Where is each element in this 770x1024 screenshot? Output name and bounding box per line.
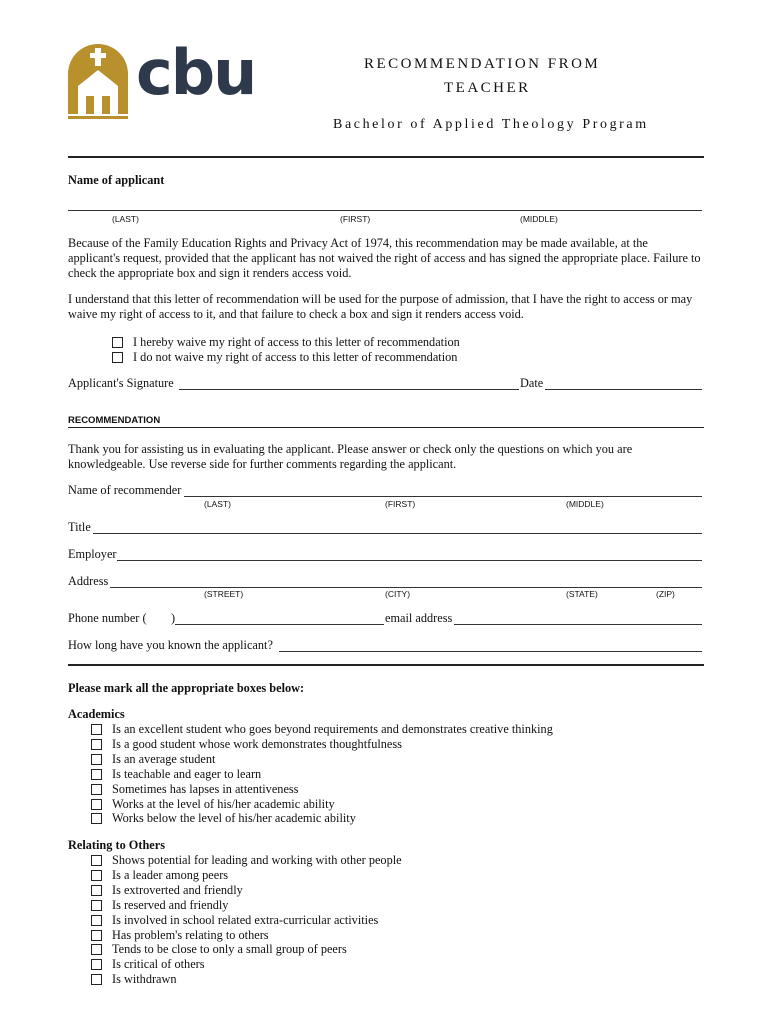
not-waive-option[interactable]: I do not waive my right of access to this letter of recommendation — [112, 350, 457, 365]
checklist-item-label: Tends to be close to only a small group of peers — [112, 942, 347, 957]
checkbox[interactable] — [91, 813, 102, 824]
checklist-item[interactable] — [91, 853, 402, 868]
checklist-item-label: Is reserved and friendly — [112, 897, 229, 912]
middle-label: (MIDDLE) — [566, 499, 604, 509]
checklist-item[interactable] — [91, 737, 402, 752]
phone-close-paren: ) — [171, 611, 176, 625]
date-field[interactable] — [545, 389, 702, 390]
divider — [68, 664, 704, 666]
checklist-item[interactable] — [91, 942, 347, 957]
checklist-item[interactable] — [91, 782, 298, 797]
checklist-item-label: Has problem's relating to others — [112, 927, 269, 942]
checkbox[interactable] — [91, 754, 102, 765]
checklist-item-label: Is extroverted and friendly — [112, 882, 243, 897]
middle-label: (MIDDLE) — [520, 214, 558, 224]
checkbox[interactable] — [91, 915, 102, 926]
checklist-item[interactable] — [91, 752, 215, 767]
recommendation-intro: Thank you for assisting us in evaluating the applicant. Please answer or check only the questions on which you are knowledgeable. Use reverse side for further comments regarding the applicant. — [68, 442, 633, 471]
checklist-item-label: Is teachable and eager to learn — [112, 766, 262, 781]
checklist-item[interactable] — [91, 868, 228, 883]
divider — [68, 427, 704, 428]
applicant-name-label: Name of applicant — [68, 173, 165, 187]
checkbox[interactable] — [91, 885, 102, 896]
checklist-item-label: Is a good student whose work demonstrates thoughtfulness — [112, 736, 402, 751]
program-subtitle: Bachelor of Applied Theology Program — [333, 117, 649, 132]
zip-label: (ZIP) — [656, 589, 675, 599]
applicant-name-field[interactable] — [68, 210, 702, 211]
state-label: (STATE) — [566, 589, 598, 599]
checklist-item[interactable] — [91, 767, 261, 782]
checkbox[interactable] — [91, 974, 102, 985]
checklist-item[interactable] — [91, 913, 378, 928]
checklist-item[interactable] — [91, 898, 228, 913]
academics-heading: Academics — [68, 707, 125, 721]
signature-label: Applicant's Signature — [68, 376, 174, 390]
checkbox[interactable] — [91, 930, 102, 941]
checklist-item-label: Is withdrawn — [112, 972, 177, 987]
phone-label: Phone number ( — [68, 611, 147, 625]
phone-field[interactable] — [175, 624, 384, 625]
logo-text: cbu — [136, 36, 256, 109]
employer-field[interactable] — [117, 560, 702, 561]
checkbox[interactable] — [91, 959, 102, 970]
cbu-logo — [68, 36, 268, 124]
title-label: Title — [68, 520, 91, 534]
mark-heading: Please mark all the appropriate boxes below: — [68, 681, 305, 695]
email-field[interactable] — [454, 624, 702, 625]
checklist-item-label: Is an excellent student who goes beyond requirements and demonstrates creative thinking — [112, 722, 553, 736]
checklist-item-label: Is critical of others — [112, 957, 205, 972]
address-field[interactable] — [110, 587, 702, 588]
street-label: (STREET) — [204, 589, 244, 599]
checkbox[interactable] — [91, 724, 102, 735]
checklist-item-label: Works below the level of his/her academic ability — [112, 811, 356, 826]
checkbox[interactable] — [91, 769, 102, 780]
first-label: (FIRST) — [385, 499, 416, 509]
checklist-item-label: Sometimes has lapses in attentiveness — [112, 781, 299, 796]
employer-label: Employer — [68, 547, 117, 561]
known-label: How long have you known the applicant? — [68, 638, 273, 652]
checklist-item-label: Is a leader among peers — [112, 867, 229, 882]
checklist-item-label: Shows potential for leading and working with other people — [112, 853, 402, 867]
checkbox[interactable] — [91, 900, 102, 911]
checkbox[interactable] — [91, 739, 102, 750]
checklist-item[interactable] — [91, 972, 177, 987]
address-label: Address — [68, 574, 109, 588]
checklist-item[interactable] — [91, 928, 269, 943]
ferpa-paragraph: Because of the Family Education Rights and Privacy Act of 1974, this recommendation may be made available, at the applicant's request, provided that the applicant has not waived the right of access and has signed the appropriate place. Failure to check the appropriate box and sign it renders access void. — [68, 236, 701, 280]
relating-heading: Relating to Others — [68, 838, 165, 852]
known-field[interactable] — [279, 651, 702, 652]
last-label: (LAST) — [204, 499, 231, 509]
checkbox[interactable] — [91, 870, 102, 881]
form-title-line1: RECOMMENDATION FROM — [364, 56, 601, 72]
checklist-item-label: Is an average student — [112, 751, 216, 766]
signature-field[interactable] — [179, 389, 519, 390]
title-field[interactable] — [93, 533, 702, 534]
date-label: Date — [520, 376, 544, 390]
checklist-item[interactable] — [91, 957, 205, 972]
email-label: email address — [385, 611, 453, 625]
recommender-name-field[interactable] — [184, 496, 702, 497]
checklist-item[interactable] — [91, 722, 553, 737]
checkbox[interactable] — [91, 944, 102, 955]
first-label: (FIRST) — [340, 214, 371, 224]
checklist-item-label: Works at the level of his/her academic ability — [112, 796, 335, 811]
divider — [68, 156, 704, 158]
checklist-item[interactable] — [91, 883, 243, 898]
checklist-item[interactable] — [91, 797, 335, 812]
checklist-item[interactable] — [91, 811, 356, 826]
recommendation-heading: RECOMMENDATION — [68, 415, 161, 426]
last-label: (LAST) — [112, 214, 139, 224]
form-title-line2: TEACHER — [444, 80, 531, 96]
checkbox[interactable] — [91, 784, 102, 795]
city-label: (CITY) — [385, 589, 411, 599]
not-waive-checkbox[interactable] — [112, 352, 123, 363]
checklist-item-label: Is involved in school related extra-curricular activities — [112, 912, 379, 927]
checkbox[interactable] — [91, 799, 102, 810]
waive-option[interactable]: I hereby waive my right of access to this letter of recommendation — [112, 335, 460, 350]
understand-paragraph: I understand that this letter of recommendation will be used for the purpose of admission, that I have the right to access or may waive my right of access to it, and that failure to check a box and sign it renders access void. — [68, 292, 693, 321]
checkbox[interactable] — [91, 855, 102, 866]
recommender-name-label: Name of recommender — [68, 483, 182, 497]
waive-checkbox[interactable] — [112, 337, 123, 348]
